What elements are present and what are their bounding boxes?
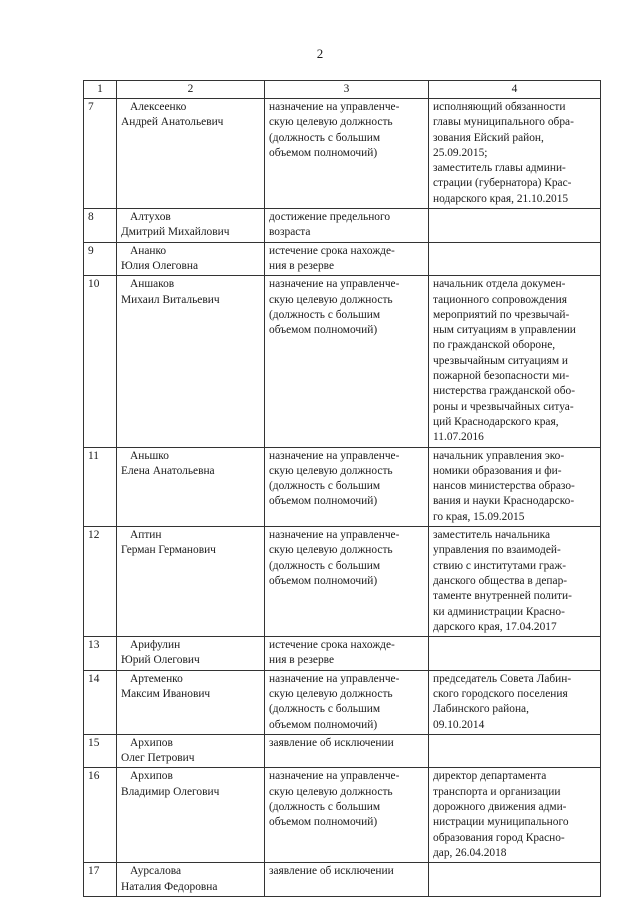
person-name-line: Архипов xyxy=(130,770,173,783)
person-name-line: Арифулин xyxy=(130,639,181,652)
exclusion-reason-line: истечение срока нахожде- xyxy=(269,639,395,652)
row-number: 10 xyxy=(84,276,117,447)
person-name xyxy=(117,447,265,526)
exclusion-reason-line: назначение на управленче- xyxy=(269,101,400,113)
appointed-position-line: мероприятий по чрезвычай- xyxy=(433,308,570,321)
exclusion-reason-line: (должность с большим xyxy=(269,801,381,814)
appointed-position-line: заместитель главы админи- xyxy=(433,162,566,175)
appointed-position-line: директор департамента xyxy=(433,770,547,783)
table-row xyxy=(84,527,601,637)
exclusion-reason xyxy=(265,863,429,897)
appointed-position xyxy=(429,209,601,243)
exclusion-reason-line: объемом полномочий) xyxy=(269,816,378,829)
exclusion-reason-line: объемом полномочий) xyxy=(269,718,378,731)
appointed-position-line: вания и науки Краснодарско- xyxy=(433,495,575,508)
exclusion-reason-line: объемом полномочий) xyxy=(269,495,378,508)
appointed-position xyxy=(429,276,601,447)
page-number: 2 xyxy=(316,46,324,61)
header-col-2: 2 xyxy=(117,81,265,99)
appointed-position xyxy=(429,527,601,637)
appointed-position xyxy=(429,447,601,526)
appointed-position-line: начальник управления эко- xyxy=(433,449,565,462)
appointed-position-line: председатель Совета Лабин- xyxy=(433,672,572,685)
person-name-line: Дмитрий Михайлович xyxy=(121,226,230,239)
person-name-line: Аурсалова xyxy=(130,865,182,878)
table-row xyxy=(84,637,601,671)
exclusion-reason-line: (должность с большим xyxy=(269,308,381,321)
person-name-line: Олег Петрович xyxy=(121,752,195,765)
appointed-position-line: данского общества в депар- xyxy=(433,574,568,587)
person-name-line: Герман Германович xyxy=(121,544,216,557)
person-name-line: Елена Анатольевна xyxy=(121,464,215,477)
exclusion-reason-line: назначение на управленче- xyxy=(269,529,400,542)
person-name-line: Аншаков xyxy=(130,278,175,291)
appointed-position-line: ций Краснодарского края, xyxy=(433,415,559,428)
table-row xyxy=(84,99,601,209)
exclusion-reason xyxy=(265,276,429,447)
appointed-position xyxy=(429,670,601,734)
table-header xyxy=(84,81,601,99)
appointed-position xyxy=(429,863,601,897)
appointed-position xyxy=(429,99,601,209)
table-row xyxy=(84,670,601,734)
person-name-line: Ананко xyxy=(130,244,167,257)
appointed-position-line: таменте внутренней полити- xyxy=(433,590,572,603)
person-name-line: Архипов xyxy=(130,736,173,749)
person-name xyxy=(117,637,265,671)
appointed-position-line: нистерства гражданской обо- xyxy=(433,385,576,398)
exclusion-reason-line: (должность с большим xyxy=(269,703,381,716)
exclusion-reason-line: объемом полномочий) xyxy=(269,574,378,587)
appointed-position-line: дарского края, 17.04.2017 xyxy=(433,620,557,633)
header-col-4: 4 xyxy=(429,81,601,99)
appointed-position-line: зования Ейский район, xyxy=(433,131,544,144)
row-number: 13 xyxy=(84,637,117,671)
person-name xyxy=(117,734,265,768)
table-row xyxy=(84,734,601,768)
person-name-line: Алексеенко xyxy=(130,101,187,113)
exclusion-reason-line: достижение предельного xyxy=(269,211,391,224)
person-name-line: Аньшко xyxy=(130,449,169,462)
exclusion-reason-line: (должность с большим xyxy=(269,559,381,572)
appointed-position xyxy=(429,734,601,768)
person-name xyxy=(117,276,265,447)
person-name xyxy=(117,863,265,897)
person-name-line: Наталия Федоровна xyxy=(121,880,218,893)
table-row xyxy=(84,242,601,276)
exclusion-reason xyxy=(265,670,429,734)
person-name-line: Аптин xyxy=(130,529,162,542)
person-name xyxy=(117,209,265,243)
appointed-position-line: 11.07.2016 xyxy=(433,431,484,444)
person-name-line: Владимир Олегович xyxy=(121,785,220,798)
table-row xyxy=(84,209,601,243)
exclusion-reason xyxy=(265,527,429,637)
person-name xyxy=(117,527,265,637)
exclusion-reason-line: скую целевую должность xyxy=(269,464,393,477)
exclusion-reason xyxy=(265,99,429,209)
person-name xyxy=(117,99,265,209)
exclusion-reason-line: (должность с большим xyxy=(269,131,381,144)
appointed-position-line: 25.09.2015; xyxy=(433,146,488,159)
table-row xyxy=(84,768,601,863)
personnel-reserve-table xyxy=(83,80,601,897)
person-name-line: Юлия Олеговна xyxy=(121,259,199,272)
table-body xyxy=(84,99,601,897)
row-number: 12 xyxy=(84,527,117,637)
appointed-position-line: ки администрации Красно- xyxy=(433,605,565,618)
exclusion-reason xyxy=(265,637,429,671)
appointed-position-line: дорожного движения адми- xyxy=(433,801,567,814)
table-row xyxy=(84,863,601,897)
appointed-position-line: страции (губернатора) Крас- xyxy=(433,177,572,190)
row-number: 15 xyxy=(84,734,117,768)
exclusion-reason xyxy=(265,242,429,276)
appointed-position-line: ского городского поселения xyxy=(433,687,568,700)
header-row xyxy=(84,81,601,99)
table-row xyxy=(84,276,601,447)
appointed-position-line: образования город Красно- xyxy=(433,831,565,844)
appointed-position-line: 09.10.2014 xyxy=(433,718,485,731)
appointed-position-line: номики образования и фи- xyxy=(433,464,562,477)
exclusion-reason-line: возраста xyxy=(269,226,311,239)
exclusion-reason-line: объемом полномочий) xyxy=(269,146,378,159)
exclusion-reason-line: назначение на управленче- xyxy=(269,672,400,685)
exclusion-reason xyxy=(265,734,429,768)
person-name-line: Артеменко xyxy=(130,672,183,685)
appointed-position-line: Лабинского района, xyxy=(433,703,529,716)
appointed-position-line: роны и чрезвычайных ситуа- xyxy=(433,400,574,413)
row-number: 7 xyxy=(84,99,117,209)
exclusion-reason-line: скую целевую должность xyxy=(269,785,393,798)
person-name-line: Максим Иванович xyxy=(121,687,211,700)
appointed-position xyxy=(429,637,601,671)
appointed-position-line: заместитель начальника xyxy=(433,529,551,542)
appointed-position-line: транспорта и организации xyxy=(433,785,561,798)
person-name xyxy=(117,768,265,863)
exclusion-reason-line: назначение на управленче- xyxy=(269,770,400,783)
header-col-1: 1 xyxy=(84,81,117,99)
row-number: 17 xyxy=(84,863,117,897)
person-name-line: Михаил Витальевич xyxy=(121,293,220,306)
appointed-position-line: исполняющий обязанности xyxy=(433,101,566,113)
appointed-position-line: ным ситуациям в управлении xyxy=(433,324,576,337)
appointed-position-line: чрезвычайным ситуациям и xyxy=(433,354,568,367)
person-name xyxy=(117,242,265,276)
exclusion-reason-line: заявление об исключении xyxy=(269,736,394,749)
exclusion-reason xyxy=(265,768,429,863)
appointed-position-line: тационного сопровождения xyxy=(433,293,567,306)
appointed-position-line: нансов министерства образо- xyxy=(433,480,575,493)
appointed-position-line: нодарского края, 21.10.2015 xyxy=(433,192,569,205)
exclusion-reason-line: скую целевую должность xyxy=(269,293,393,306)
exclusion-reason xyxy=(265,209,429,243)
exclusion-reason-line: ния в резерве xyxy=(269,259,335,272)
exclusion-reason-line: скую целевую должность xyxy=(269,544,393,557)
row-number: 9 xyxy=(84,242,117,276)
person-name xyxy=(117,670,265,734)
exclusion-reason-line: скую целевую должность xyxy=(269,116,393,129)
appointed-position-line: нистрации муниципального xyxy=(433,816,569,829)
appointed-position-line: по гражданской обороне, xyxy=(433,339,556,352)
exclusion-reason-line: назначение на управленче- xyxy=(269,449,400,462)
appointed-position-line: го края, 15.09.2015 xyxy=(433,510,525,523)
appointed-position xyxy=(429,768,601,863)
row-number: 8 xyxy=(84,209,117,243)
exclusion-reason-line: объемом полномочий) xyxy=(269,324,378,337)
person-name-line: Юрий Олегович xyxy=(121,654,200,667)
appointed-position xyxy=(429,242,601,276)
row-number: 16 xyxy=(84,768,117,863)
exclusion-reason-line: ния в резерве xyxy=(269,654,335,667)
row-number: 11 xyxy=(84,447,117,526)
exclusion-reason-line: (должность с большим xyxy=(269,480,381,493)
row-number: 14 xyxy=(84,670,117,734)
exclusion-reason-line: назначение на управленче- xyxy=(269,278,400,291)
header-col-3: 3 xyxy=(265,81,429,99)
table-row xyxy=(84,447,601,526)
exclusion-reason-line: истечение срока нахожде- xyxy=(269,244,395,257)
exclusion-reason-line: скую целевую должность xyxy=(269,687,393,700)
appointed-position-line: управления по взаимодей- xyxy=(433,544,561,557)
exclusion-reason-line: заявление об исключении xyxy=(269,865,394,878)
appointed-position-line: главы муниципального обра- xyxy=(433,116,574,129)
exclusion-reason xyxy=(265,447,429,526)
appointed-position-line: дар, 26.04.2018 xyxy=(433,846,507,859)
person-name-line: Андрей Анатольевич xyxy=(121,116,224,129)
appointed-position-line: пожарной безопасности ми- xyxy=(433,370,570,383)
appointed-position-line: ствию с институтами граж- xyxy=(433,559,567,572)
appointed-position-line: начальник отдела докумен- xyxy=(433,278,566,291)
person-name-line: Алтухов xyxy=(130,211,171,224)
